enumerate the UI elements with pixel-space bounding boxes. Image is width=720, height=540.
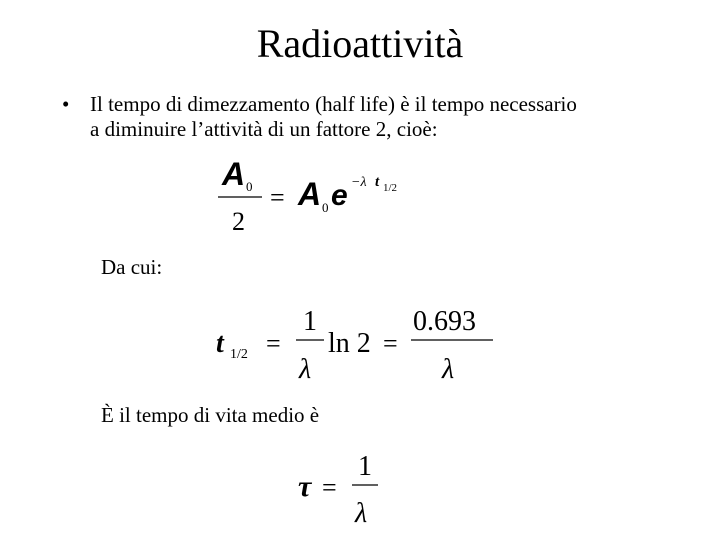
formula1-A-rhs: A: [298, 176, 322, 212]
formula2-ln2: ln 2: [328, 328, 371, 359]
formula2-value: 0.693: [413, 306, 476, 337]
formula1-exponent-minus-lambda: −λ: [351, 175, 367, 190]
da-cui-label: Da cui:: [101, 255, 163, 279]
half-life-definition-formula: [210, 150, 430, 240]
formula3-one: 1: [358, 451, 372, 482]
formula1-two: 2: [232, 207, 245, 236]
formula1-exponent-half: 1/2: [383, 182, 398, 194]
bullet-line-2: a diminuire l’attività di un fattore 2, cioè:: [90, 117, 438, 141]
formula1-exponent-t: t: [375, 174, 380, 190]
formula1-equals: =: [270, 183, 285, 212]
formula1-sub0-rhs: 0: [322, 200, 329, 215]
formula3-lambda: λ: [355, 498, 368, 529]
formula1-sub0-numerator: 0: [246, 179, 253, 194]
formula3-equals: =: [322, 473, 337, 502]
mean-life-formula: [292, 448, 392, 534]
formula2-lambda-2: λ: [442, 354, 455, 385]
formula2-lambda: λ: [299, 354, 312, 385]
formula3-tau: τ: [298, 470, 312, 503]
half-life-formula: [212, 300, 512, 386]
formula2-equals-1: =: [266, 329, 281, 358]
formula2-equals-2: =: [383, 329, 398, 358]
formula2-one: 1: [303, 306, 317, 337]
slide-title: Radioattività: [256, 21, 464, 66]
bullet-dot: •: [62, 92, 70, 116]
formula1-A-numerator: A: [222, 156, 246, 192]
formula2-half: 1/2: [230, 347, 248, 362]
formula1-e: e: [331, 179, 348, 212]
vita-medio-label: È il tempo di vita medio è: [101, 403, 320, 427]
formula2-t: t: [216, 328, 224, 359]
bullet-text: [90, 92, 690, 142]
bullet-line-1: Il tempo di dimezzamento (half life) è il tempo necessario: [90, 92, 577, 116]
